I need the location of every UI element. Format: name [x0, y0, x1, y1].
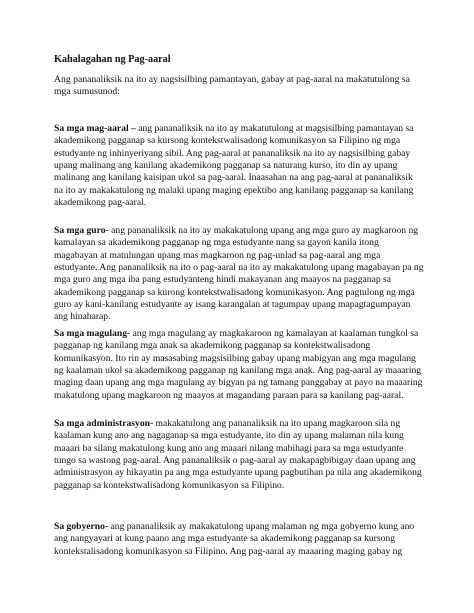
- section-text: ang pananaliksik na ito ay makatutulong at magsisilbing pamantayan sa akademikong pagganap sa kursong kontekstwalisadong komunikasyon sa Filipino ng mga estudyante ng inhinyeriyang sibil. Ang pag-aaral at pananaliksik na ito ay nagsisilbing gabay upang malinang ang kanilang akademikong pagganap sa naturang kurso, ito din ay upang malinang ang kanilang kaisipan ukol sa pag-aaral. Inaasahan na ang pag-aaral at pananaliksik na ito ay makakatulong ng malaki upang maging epektibo ang kanilang pagganap sa kanilang akademikong pag-aaral.: [54, 123, 414, 209]
- section-magulang: [54, 328, 424, 402]
- section-lead: Sa gobyerno-: [54, 521, 109, 532]
- section-guro: [54, 225, 424, 324]
- section-lead: Sa mga mag-aaral –: [54, 123, 136, 134]
- section-text: ang pananaliksik ay makakatulong upang malaman ng mga gobyerno kung ano ang nangyayari at kung paano ang mga estudyante sa akademikong pagganap sa kursong kontekstalisadong komunikasyon sa Filipino. Ang pag-aaral ay maaaring maging gabay ng: [54, 521, 415, 557]
- section-mag-aaral: [54, 123, 424, 209]
- document-title: Kahalagahan ng Pag-aaral: [54, 54, 171, 65]
- section-lead: Sa mga magulang-: [54, 328, 131, 339]
- section-text: makakatulong ang pananaliksik na ito upang magkaroon sila ng kaalaman kung ano ang nagaganap sa mga estudyante, ito din ay upang malaman nila kung maaari ba silang makatulong kung ano ang maaari nilang mabihagi para sa mga estudyante tungo sa wastong pag-aaral. Ang pananaliksik o pag-aaral ay makapagbibigay daan upang ang administrasyon ay hikayatin pa ang mga estudyante upang pagbutihan pa nila ang akademikong pagganap sa kontekstwalisadong komunikasyon sa Filipino.: [54, 418, 422, 491]
- section-text: ang mga magulang ay magkakaroon ng kamalayan at kaalaman tungkol sa pagganap ng kanilang mga anak sa akademikong pagganap sa kontekstwalisadong komunikasyon. Ito rin ay masasabing magsisilbing gabay upang mabigyan ang mga magulang ng kaalaman ukol sa akademikong pagganap ng kanilang mga anak. Ang pag-aaral ay maaaring maging daan upang ang mga magulang ay bigyan pa ng tamang panggabay at payo na maaaring makatulong upang magkaroon ng maayos at magandang paraan para sa kanilang pag-aaral.: [54, 328, 423, 401]
- section-lead: Sa mga guro-: [54, 225, 109, 236]
- section-gobyerno: [54, 521, 424, 558]
- section-administrasyon: [54, 418, 424, 492]
- intro-paragraph: Ang pananaliksik na ito ay nagsisilbing pamantayan, gabay at pag-aaral na makatutulong sa mga sumusunod:: [54, 74, 410, 98]
- section-text: ang pananaliksik na ito ay makakatulong upang ang mga guro ay magkaroon ng kamalayan sa akademikong pagganap ng mga estudyante nang sa gayon kanila itong magabayan at matulungan upang mas magkaroon ng pag-unlad sa pag-aaral ang mga estudyante. Ang pananaliksik na ito o pag-aaral na ito ay makakatulong upang magabayan pa ng mga guro ang mga iba pang estudyanteng hindi makayanan ang maayos na pagganap sa akademikong pagganap sa kurong kontekstwalisadong komunikasyon. Ang pagtulong ng mga guro ay kani-kanilang estudyante ay isang karangalan at tagumpay upang mapagtagumpayan ang hinaharap.: [54, 225, 424, 323]
- section-lead: Sa mga administrasyon-: [54, 418, 154, 429]
